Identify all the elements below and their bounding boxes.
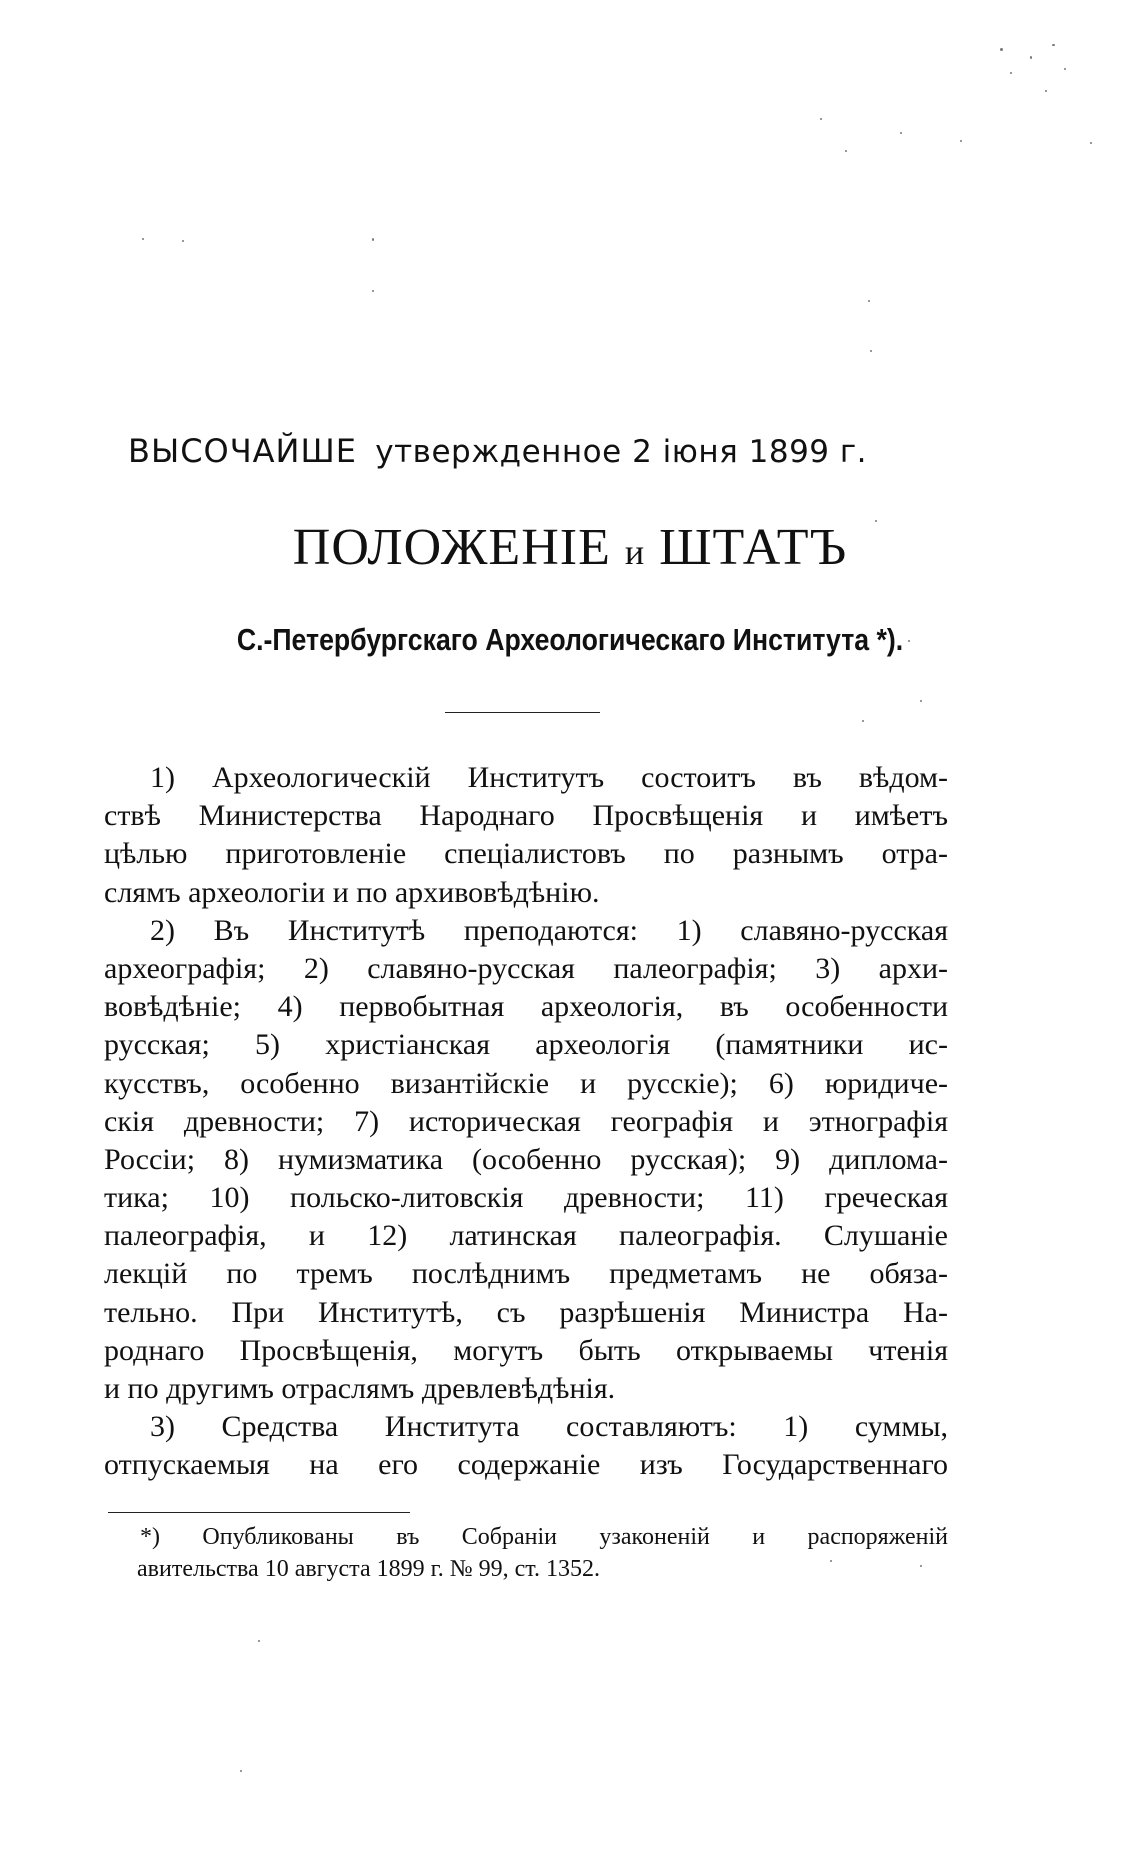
scan-speck [1064,68,1066,70]
body-line: слямъ археологіи и по архивовѣдѣнію. [104,875,600,909]
scan-speck [875,520,877,522]
decree-header [128,432,948,470]
scan-speck [372,290,374,292]
scan-speck [862,720,864,722]
title-part-2: ШТАТЪ [659,519,848,576]
body-line: 1) Археологическій Институтъ состоитъ въ вѣдом- [150,761,948,794]
document-subtitle: С.-Петербургскаго Археологическаго Института *). [236,622,904,657]
scan-speck [1052,44,1055,46]
scan-speck [1000,48,1003,51]
decree-header-caps: ВЫСОЧАЙШЕ [128,432,357,470]
title-part-1: ПОЛОЖЕНІЕ [292,519,611,576]
body-line: русская; 5) христіанская археологія (памятники ис- [104,1028,948,1062]
scan-speck [1090,142,1092,144]
scan-speck [1010,72,1012,74]
body-line: тельно. При Институтѣ, съ разрѣшенія Министра На- [104,1295,948,1329]
body-line: ствѣ Министерства Народнаго Просвѣщенія и имѣетъ [104,799,948,833]
body-line: 3) Средства Института составляютъ: 1) суммы, [150,1410,948,1444]
body-line: археографія; 2) славяно-русская палеографія; 3) архи- [104,951,948,985]
scan-speck [960,140,962,142]
body-line: и по другимъ отраслямъ древлевѣдѣнія. [104,1372,616,1405]
title-conjunction: и [624,532,646,572]
scan-speck [920,1565,922,1567]
body-line: роднаго Просвѣщенія, могутъ быть открываемы чтенія [104,1333,948,1367]
body-line: тика; 10) польско-литовскія древности; 11) греческая [104,1181,948,1215]
body-line: палеографія, и 12) латинская палеографія. Слушаніе [104,1219,948,1253]
scan-speck [1030,56,1032,59]
footnote-line-2: авительства 10 августа 1899 г. № 99, ст. 1352. [137,1556,600,1582]
scan-speck [142,238,144,240]
body-line: отпускаемыя на его содержаніе изъ Государственнаго [104,1448,948,1482]
body-line: 2) Въ Институтѣ преподаются: 1) славяно-русская [150,913,948,947]
scan-speck [920,700,922,702]
scan-speck [1045,90,1047,92]
scan-speck [820,118,822,120]
scan-speck [868,300,870,302]
decree-header-date: утвержденное 2 іюня 1899 г. [375,434,868,470]
scan-speck [870,350,872,352]
body-line: вовѣдѣніе; 4) первобытная археологія, въ особенности [104,990,948,1024]
scan-speck [258,1640,260,1642]
footnote-divider [108,1512,410,1513]
body-text [104,759,948,1485]
scan-speck [830,1560,832,1562]
scan-speck [908,640,910,642]
scan-speck [845,150,847,152]
scan-speck [240,1770,242,1772]
footnote [137,1521,948,1585]
document-title [0,518,1140,577]
footnote-line-1: *) Опубликованы въ Собраніи узаконеній и распоряженій [140,1524,948,1550]
body-line: цѣлью приготовленіе спеціалистовъ по разнымъ отра- [104,837,948,871]
body-line: кусствъ, особенно византійскіе и русскіе); 6) юридиче- [104,1066,948,1100]
body-line: лекцій по тремъ послѣднимъ предметамъ не обяза- [104,1257,948,1291]
body-line: Россіи; 8) нумизматика (особенно русская); 9) диплома- [104,1142,948,1176]
scan-speck [900,132,902,134]
body-line: скія древности; 7) историческая географія и этнографія [104,1104,948,1138]
scan-speck [182,240,184,242]
title-divider [445,712,600,713]
scan-speck [372,238,374,241]
